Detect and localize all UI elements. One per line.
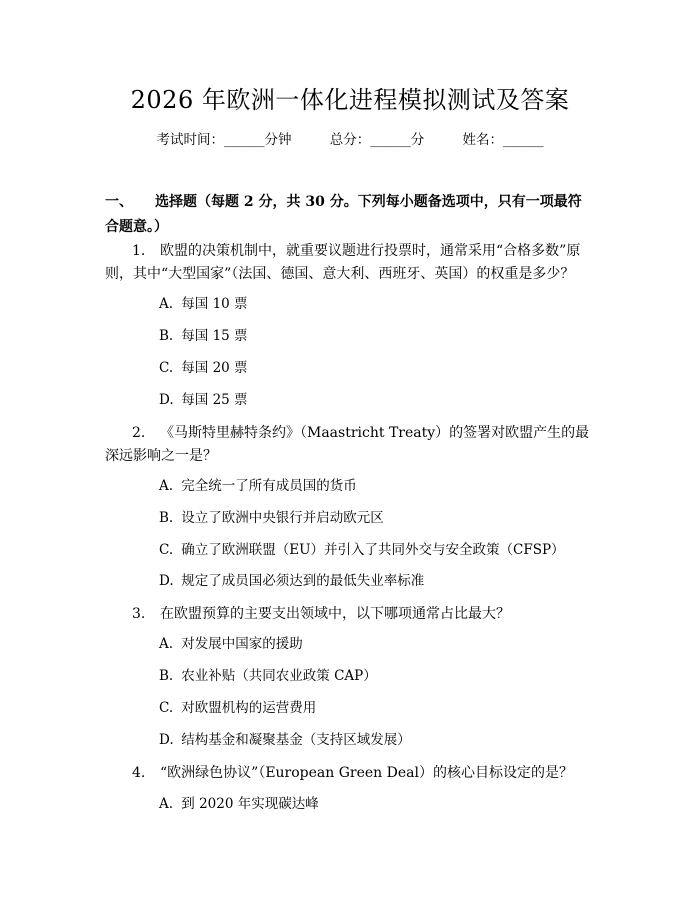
question-1-option-a xyxy=(159,294,248,314)
question-1 xyxy=(105,240,595,286)
option-letter: B. xyxy=(159,510,174,526)
option-text: 结构基金和凝聚基金（支持区域发展） xyxy=(181,732,411,748)
option-letter: A. xyxy=(159,478,174,494)
question-2-option-c xyxy=(159,540,565,560)
option-letter: A. xyxy=(159,636,174,652)
section-instructions: 选择题（每题 2 分，共 30 分。下列每小题备选项中，只有一项最符合题意。） xyxy=(105,194,582,235)
question-2-option-d xyxy=(159,571,424,591)
question-3-option-a xyxy=(159,634,303,654)
option-letter: B. xyxy=(159,668,174,684)
option-text: 每国 10 票 xyxy=(181,296,248,312)
question-1-option-d xyxy=(159,390,248,410)
section-heading xyxy=(105,190,595,240)
option-text: 对欧盟机构的运营费用 xyxy=(181,700,317,716)
question-number: 1. xyxy=(132,243,146,259)
page-title: 2026 年欧洲一体化进程模拟测试及答案 xyxy=(130,86,570,114)
question-text: 《马斯特里赫特条约》（Maastricht Treaty）的签署对欧盟产生的最深远影响之一是？ xyxy=(105,425,590,464)
question-1-option-b xyxy=(159,326,248,346)
section-number: 一、 xyxy=(105,194,133,210)
option-text: 设立了欧洲中央银行并启动欧元区 xyxy=(181,510,384,526)
option-letter: A. xyxy=(159,296,174,312)
question-number: 2. xyxy=(132,425,146,441)
exam-time-field: 考试时间：______分钟 xyxy=(156,132,292,148)
option-text: 农业补贴（共同农业政策 CAP） xyxy=(181,668,377,684)
question-2-option-b xyxy=(159,508,384,528)
option-text: 到 2020 年实现碳达峰 xyxy=(181,796,319,812)
question-number: 4. xyxy=(132,765,146,781)
exam-info-line xyxy=(0,130,700,150)
question-4 xyxy=(105,762,595,785)
question-text: 在欧盟预算的主要支出领域中，以下哪项通常占比最大？ xyxy=(160,606,510,622)
question-3-option-b xyxy=(159,666,377,686)
option-letter: B. xyxy=(159,328,174,344)
question-text: “欧洲绿色协议”（European Green Deal）的核心目标设定的是？ xyxy=(160,765,573,781)
question-3-option-d xyxy=(159,730,411,750)
option-text: 每国 25 票 xyxy=(181,392,248,408)
total-score-field: 总分：______分 xyxy=(329,132,425,148)
question-2 xyxy=(105,422,595,468)
option-letter: D. xyxy=(159,732,174,748)
student-name-field: 姓名：______ xyxy=(462,132,544,148)
option-letter: D. xyxy=(159,573,174,589)
option-text: 每国 20 票 xyxy=(181,360,248,376)
option-text: 确立了欧洲联盟（EU）并引入了共同外交与安全政策（CFSP） xyxy=(181,542,565,558)
option-letter: D. xyxy=(159,392,174,408)
question-2-option-a xyxy=(159,476,357,496)
question-3 xyxy=(105,603,595,626)
option-text: 对发展中国家的援助 xyxy=(181,636,303,652)
option-letter: A. xyxy=(159,796,174,812)
question-number: 3. xyxy=(132,606,146,622)
question-3-option-c xyxy=(159,698,316,718)
option-text: 每国 15 票 xyxy=(181,328,248,344)
option-letter: C. xyxy=(159,700,174,716)
option-text: 规定了成员国必须达到的最低失业率标准 xyxy=(181,573,425,589)
option-letter: C. xyxy=(159,360,174,376)
question-1-option-c xyxy=(159,358,248,378)
question-text: 欧盟的决策机制中，就重要议题进行投票时，通常采用“合格多数”原则，其中“大型国家”（法国、德国、意大利、西班牙、英国）的权重是多少？ xyxy=(105,243,581,282)
question-4-option-a xyxy=(159,794,319,814)
option-letter: C. xyxy=(159,542,174,558)
option-text: 完全统一了所有成员国的货币 xyxy=(181,478,357,494)
